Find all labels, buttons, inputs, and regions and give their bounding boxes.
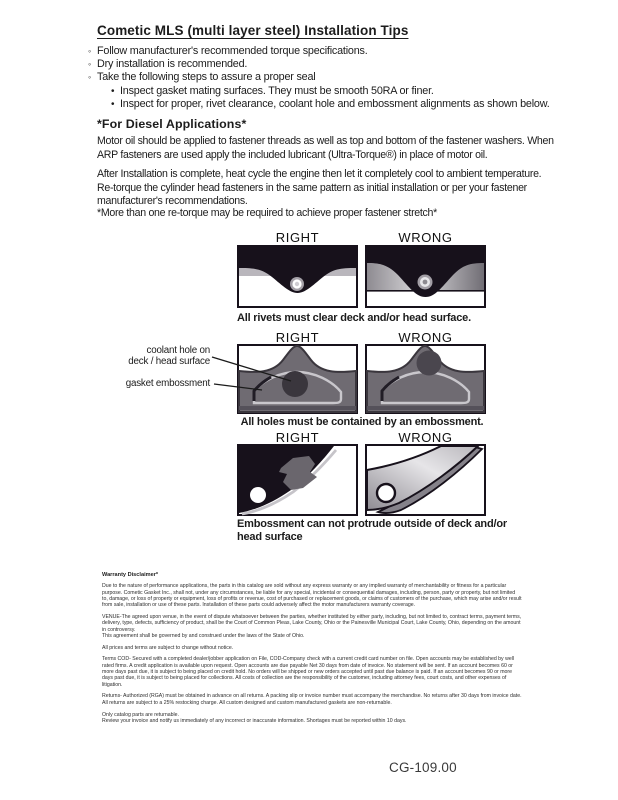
retorque-note: *More than one re-torque may be required to achieve proper fastener stretch* <box>97 207 437 219</box>
open-bullet-icon: ◦ <box>88 46 91 56</box>
warranty-section <box>102 572 522 730</box>
open-bullet-icon: ◦ <box>88 72 91 83</box>
warranty-paragraph: VENUE-The agreed upon venue, in the event of dispute whatsoever between the parties, whether instituted by either party, including, but not limited to, contract terms, payment terms, delivery, type, defects, sufficiency of product, shall be the Court of Common Pleas, Lake County, Ohio or the Painesville Municipal Court, Lake County, Ohio, depending on the amount in controversy. This agreement shall be governed by and construed under the laws of the State of Ohio. <box>102 613 522 639</box>
gasket-embossment-annotation: gasket embossment <box>125 378 210 389</box>
warranty-paragraph: Only catalog parts are returnable. Review your invoice and notify us immediately of any incorrect or inaccurate information. Shortages must be reported within 10 days. <box>102 711 407 724</box>
embossment-wrong-diagram <box>365 444 486 516</box>
embossment-caption: Embossment can not protrude outside of deck and/or head surface <box>237 518 507 543</box>
list-item <box>88 71 558 84</box>
list-item <box>88 45 558 58</box>
warranty-paragraph: All prices and terms are subject to change without notice. <box>102 644 234 651</box>
coolant-hole-annotation: coolant hole on deck / head surface <box>128 345 210 367</box>
coolant-hole-caption: All holes must be contained by an embossment. <box>240 416 484 428</box>
embossment-right-graphic <box>237 444 358 516</box>
coolant-hole-wrong-graphic <box>365 344 486 414</box>
page-title: Cometic MLS (multi layer steel) Installation Tips <box>97 23 409 38</box>
warranty-paragraph: Returns- Authorized (RGA) must be obtained in advance on all returns. A packing slip or invoice number must accompany the merchandise. No returns after 30 days from invoice date. All returns are subject to a 25% restocking charge. All custom designed and custom manufactured gaskets are non-returnable. <box>102 693 522 706</box>
open-bullet-icon: ◦ <box>88 59 91 70</box>
diesel-heading: *For Diesel Applications* <box>97 117 247 131</box>
embossment-wrong-graphic <box>365 444 486 516</box>
coolant-hole-right-diagram <box>237 344 358 414</box>
list-item <box>88 58 558 71</box>
filled-bullet-icon: • <box>111 85 115 97</box>
wrong-label: WRONG <box>398 230 453 245</box>
tip-text: Take the following steps to assure a proper seal <box>97 71 316 84</box>
list-item <box>111 85 558 98</box>
warranty-paragraph: Terms COD- Secured with a completed dealer/jobber application on File, COD-Company check with a current credit card number on file. Open accounts may be established by well rated firms. A credit application is available upon request. Open accounts are due payable Net 30 days from date of invoice. No statement will be sent. If an account becomes 60 or more days past due, it is subject to being placed on credit hold. No orders will be shipped or new orders accepted until past due balance is paid. If an account becomes 90 or more days past due, it is subject to being placed for collections. All costs of collection are the responsibility of the customer, including attorney fees, court costs, and other expenses of litigation. <box>102 656 515 688</box>
tip-text: Inspect for proper, rivet clearance, coolant hole and embossment alignments as shown below. <box>120 97 550 110</box>
right-label: RIGHT <box>275 230 320 245</box>
rivet-right-graphic <box>237 245 358 308</box>
tip-text: Inspect gasket mating surfaces. They must be smooth 50RA or finer. <box>120 84 434 97</box>
list-item <box>111 98 558 111</box>
page-code: CG-109.00 <box>389 760 457 775</box>
wrong-label: WRONG <box>398 430 453 445</box>
tip-text: Dry installation is recommended. <box>97 58 248 71</box>
rivet-right-diagram <box>237 245 358 308</box>
coolant-hole-right-graphic <box>237 344 358 414</box>
right-label: RIGHT <box>275 430 320 445</box>
installation-tips-list <box>88 45 558 111</box>
embossment-right-diagram <box>237 444 358 516</box>
coolant-hole-wrong-diagram <box>365 344 486 414</box>
filled-bullet-icon: • <box>111 98 115 110</box>
diesel-paragraph-1: Motor oil should be applied to fastener threads as well as top and bottom of the fastener washers. When ARP fasteners are used apply the included lubricant (Ultra-Torque®) in place of motor oil. <box>97 135 554 161</box>
tip-text: Follow manufacturer's recommended torque specifications. <box>97 45 368 57</box>
diesel-paragraph-2: After Installation is complete, heat cycle the engine then let it completely cool to ambient temperature. Re-torque the cylinder head fasteners in the same pattern as initial installation or per your fastener manufacturer's recommendations. <box>97 168 542 208</box>
warranty-paragraph: Due to the nature of performance applications, the parts in this catalog are sold without any express warranty or any implied warranty of merchantability or fitness for a particular purpose. Cometic Gasket Inc., shall not, under any circumstances, be liable for any special, incidental or consequential damages, including, person, party or property, but not limited to, damage, or loss of property or equipment, loss of profits or revenue, cost of purchased or replacement goods, or claims of customers of the purchase, which may arise and/or result from sale, installation or use of these parts. Installation of these parts could adversely affect the motor manufacturers warranty coverage. <box>102 583 522 609</box>
warranty-heading: Warranty Disclaimer* <box>102 572 159 578</box>
wrong-label: WRONG <box>398 330 453 345</box>
right-label: RIGHT <box>275 330 320 345</box>
rivet-caption: All rivets must clear deck and/or head surface. <box>237 312 471 324</box>
rivet-wrong-diagram <box>365 245 486 308</box>
rivet-wrong-graphic <box>365 245 486 308</box>
